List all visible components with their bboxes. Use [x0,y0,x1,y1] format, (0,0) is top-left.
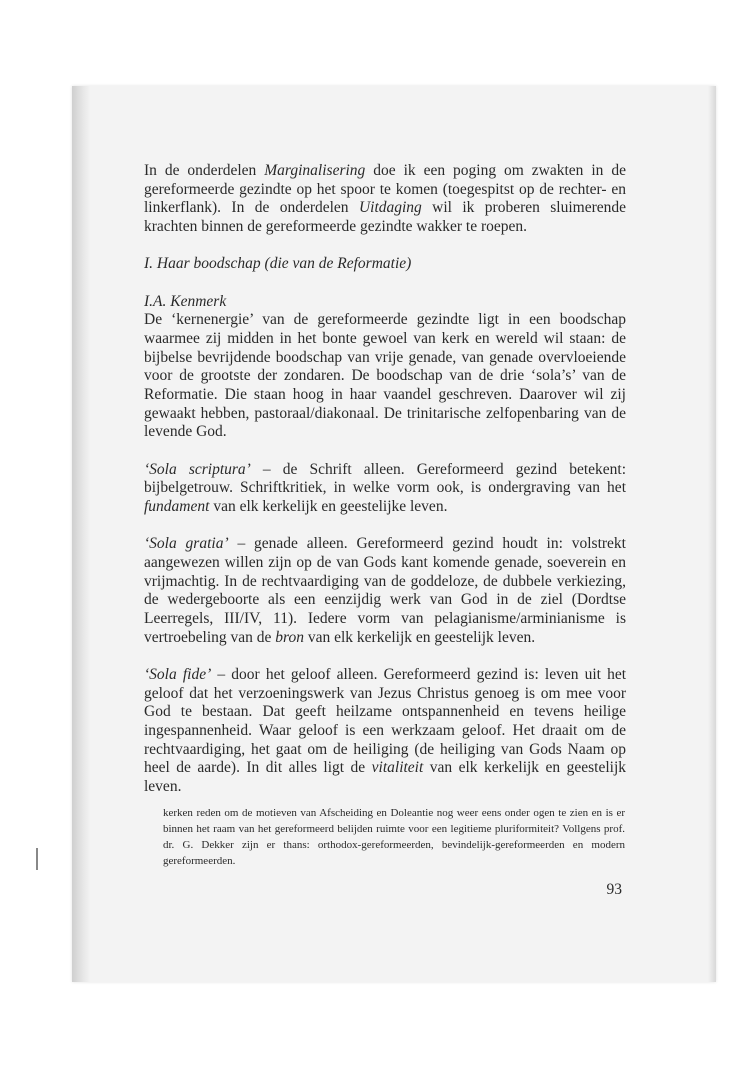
page-right-edge [708,86,716,982]
subsection-heading: I.A. Kenmerk [144,292,227,310]
kenmerk-paragraph: De ‘kernenergie’ van de gereformeerde gezindte ligt in een boodschap waarmee zij midden in het bonte gewoel van kerk en wereld wil staan: de bijbelse bevrijdende boodschap van vrije genade, van genade overvloeiende voor de grootste der zondaren. De boodschap van de drie ‘sola’s’ van de Reformatie. Die staan hoog in haar vaandel geschreven. Daarover wil zij gewaakt hebben, pastoraal/diakonaal. De trinitarische zelfopenbaring van de levende God. [144,311,626,441]
page-body [144,162,626,797]
page-number: 93 [606,881,622,898]
sola-scriptura-paragraph: ‘Sola scriptura’ – de Schrift alleen. Gereformeerd gezind betekent: bijbelgetrouw. Schriftkritiek, in welke vorm ook, is ondergraving van het fundament van elk kerkelijk en geestelijke leven. [144,460,627,516]
sola-gratia-paragraph: ‘Sola gratia’ – genade alleen. Gereformeerd gezind houdt in: volstrekt aangewezen willen zijn op de van Gods kant komende genade, soeverein en vrijmachtig. In de rechtvaardiging van de goddeloze, de dubbele verkiezing, de wedergeboorte als een eenzijdig werk van God in de ziel (Dordtse Leerregels, III/IV, 11). Iedere vorm van pelagianisme/arminianisme is vertroebeling van de bron van elk kerkelijk en geestelijk leven. [144,535,626,646]
footnote: kerken reden om de motieven van Afscheiding en Doleantie nog weer eens onder ogen te zien en is er binnen het raam van het gereformeerd belijden ruimte voor een legitieme pluriformiteit? Vollgens prof. dr. G. Dekker zijn er thans: orthodox-gereformeerden, bevindelijk-gereformeerden en modern gereformeerden. [163,807,625,867]
intro-paragraph: In de onderdelen Marginalisering doe ik een poging om zwakten in de gereformeerde gezindte op het spoor te komen (toegespitst op de rechter- en linkerflank). In de onderdelen Uitdaging wil ik proberen sluimerende krachten binnen de gereformeerde gezindte wakker te roepen. [144,162,627,236]
sola-fide-paragraph: ‘Sola fide’ – door het geloof alleen. Gereformeerd gezind is: leven uit het geloof dat het verzoeningswerk van Jezus Christus genoeg is om mee voor God te bestaan. Dat geeft heilzame ontspannenheid en tevens heilige ingespannenheid. Waar geloof is een werkzaam geloof. Het draait om de rechtvaardiging, het gaat om de heiliging (de heiliging van Gods Naam op heel de aarde). In dit alles ligt de vitaliteit van elk kerkelijk en geestelijk leven. [144,665,627,796]
page-binding-shadow [72,86,90,982]
section-heading: I. Haar boodschap (die van de Reformatie) [144,255,412,273]
margin-mark [36,848,38,870]
